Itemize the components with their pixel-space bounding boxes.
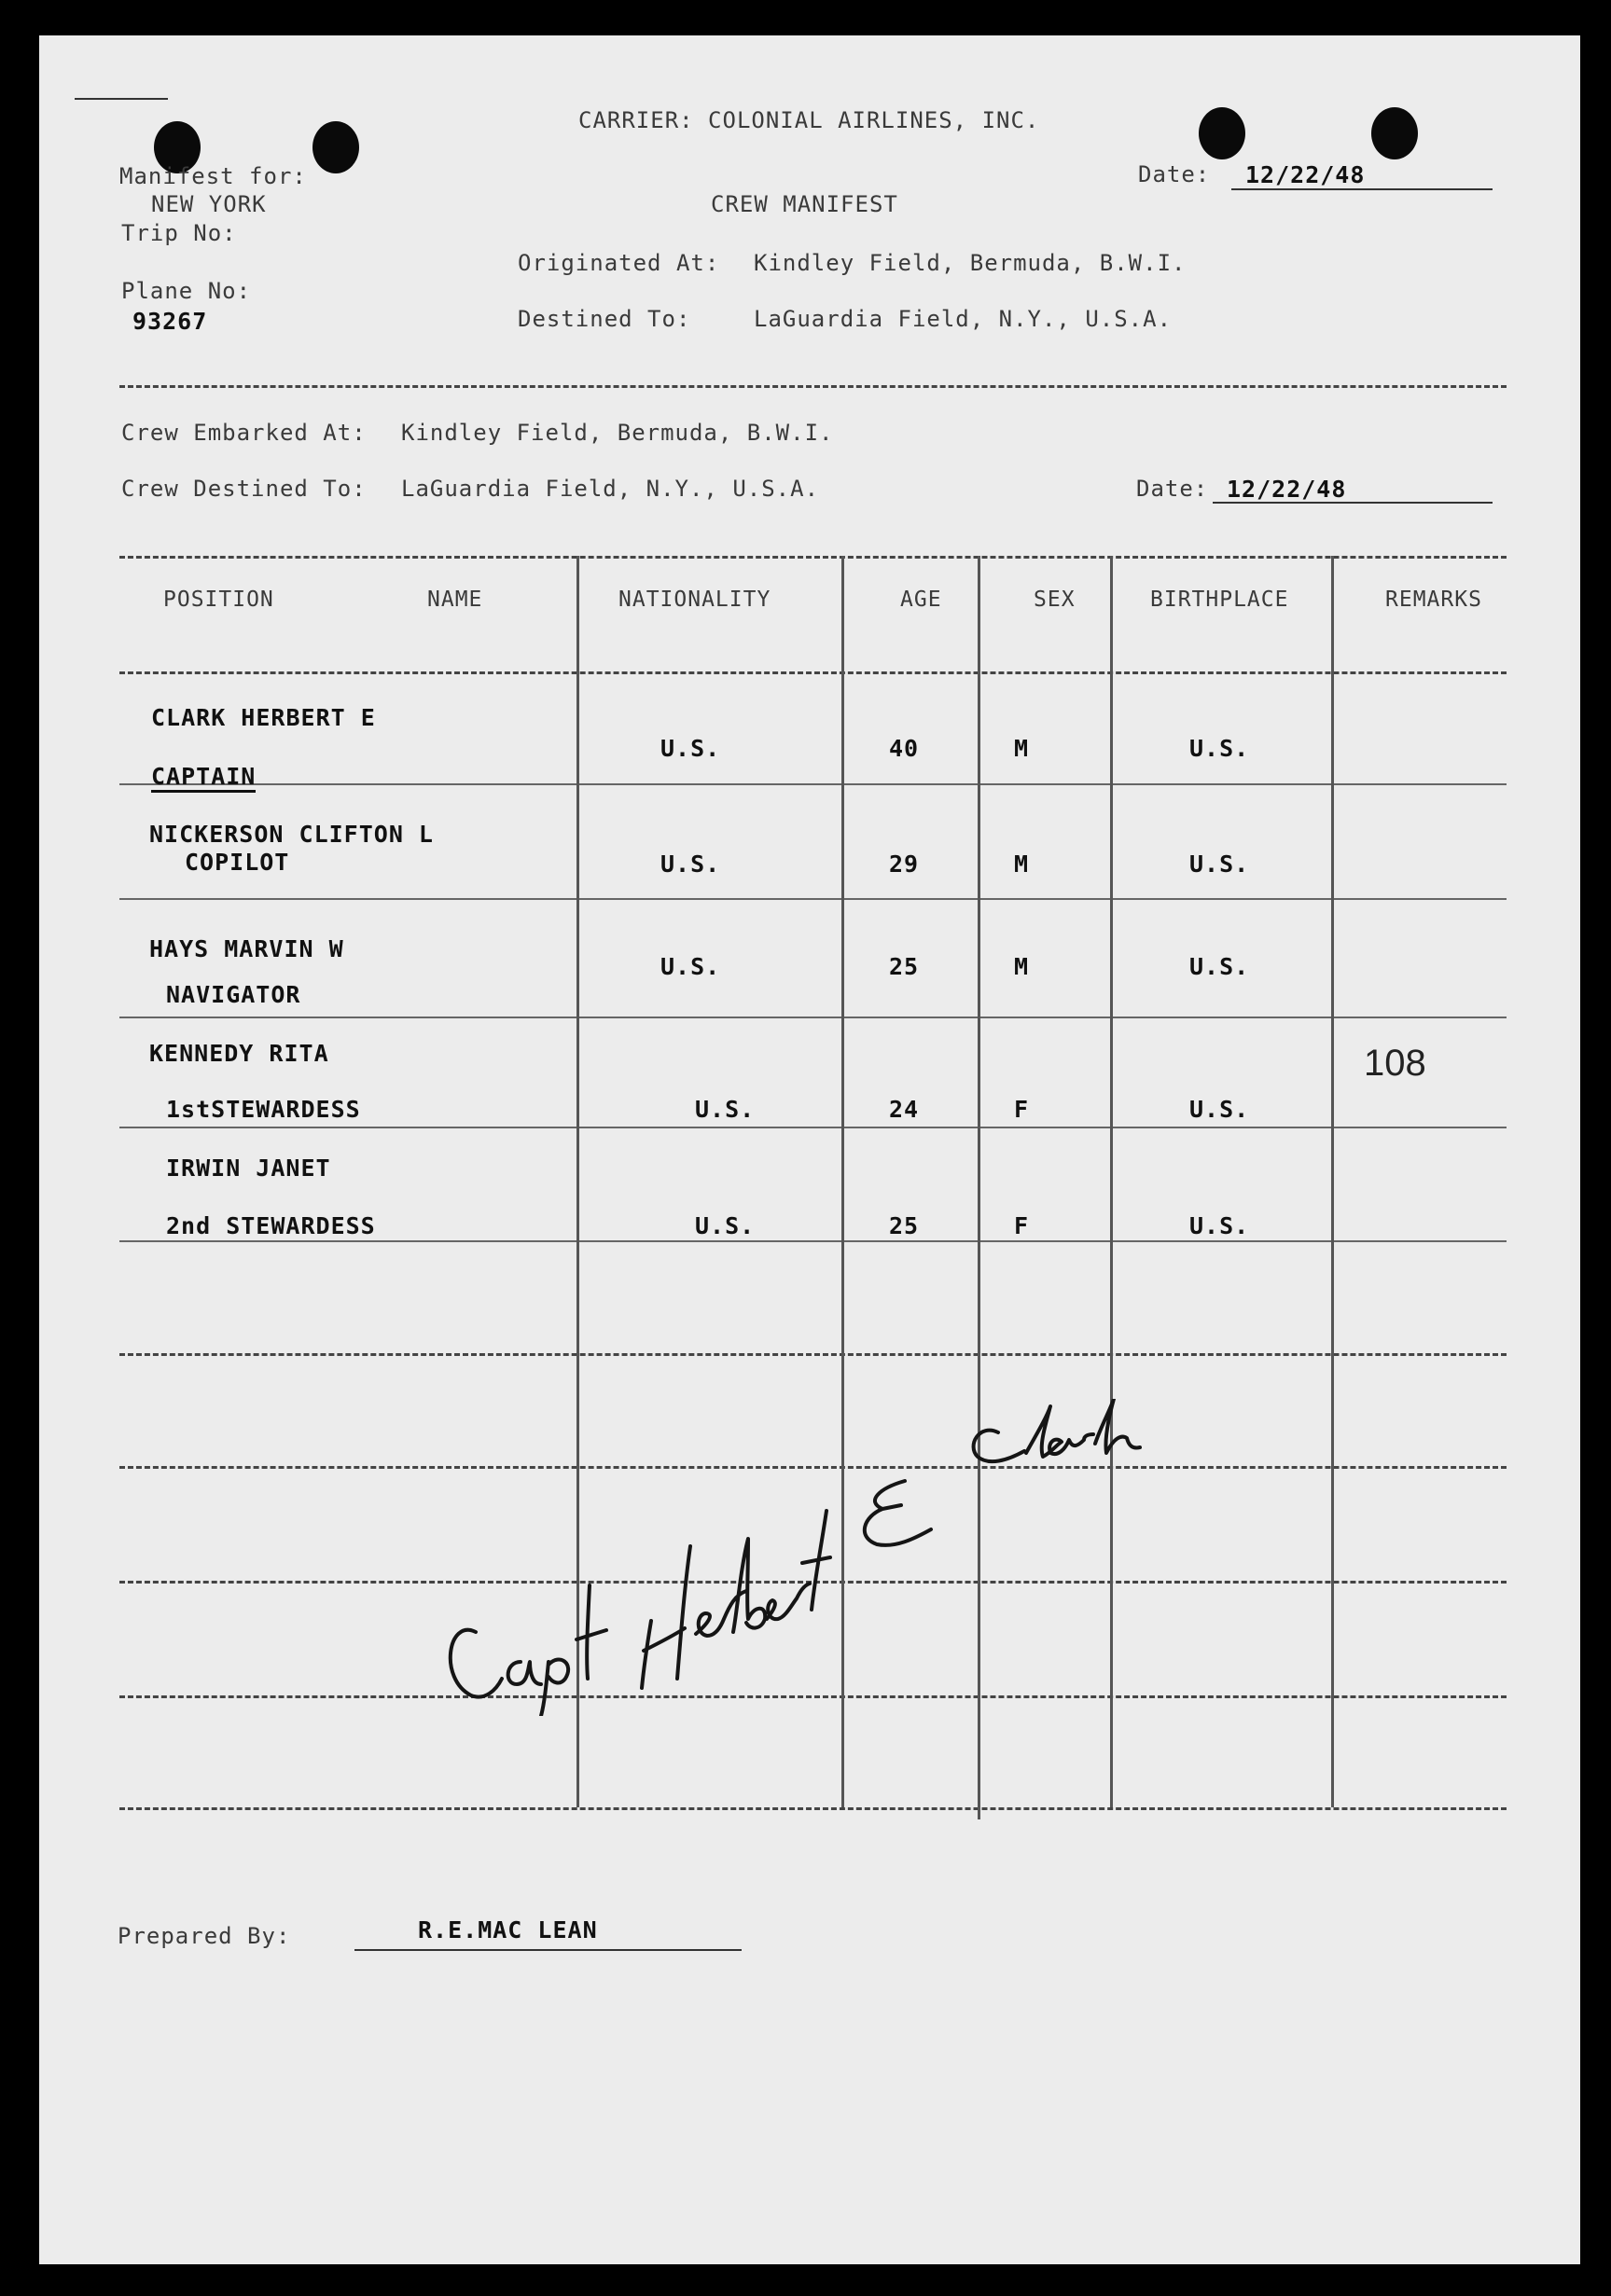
crew-position: 1stSTEWARDESS [166, 1096, 361, 1123]
crew-destined-value: LaGuardia Field, N.Y., U.S.A. [401, 476, 820, 502]
manifest-for-value: NEW YORK [151, 191, 267, 217]
crew-position: NAVIGATOR [166, 981, 301, 1008]
manifest-for-label: Manifest for: [119, 163, 307, 189]
plane-no-value: 93267 [132, 308, 208, 335]
col-header-name: NAME [427, 588, 483, 612]
crew-date-label: Date: [1136, 476, 1209, 502]
crew-name: CLARK HERBERT E [151, 704, 376, 731]
crew-embarked-value: Kindley Field, Bermuda, B.W.I. [401, 420, 834, 446]
date-label: Date: [1138, 161, 1211, 187]
crew-embarked-label: Crew Embarked At: [121, 420, 367, 446]
col-header-age: AGE [900, 588, 942, 612]
crew-age: 25 [889, 1212, 920, 1239]
crew-name: IRWIN JANET [166, 1155, 331, 1182]
crew-position: CAPTAIN [151, 763, 256, 793]
crew-nationality: U.S. [660, 953, 721, 980]
crew-name: HAYS MARVIN W [149, 935, 344, 962]
punch-hole-right-2 [1371, 107, 1418, 159]
captain-signature [420, 1399, 1259, 1716]
crew-age: 24 [889, 1096, 920, 1123]
header-divider [119, 385, 1507, 388]
plane-no-label: Plane No: [121, 278, 252, 304]
crew-remarks: 108 [1364, 1043, 1426, 1084]
punch-hole-left-2 [312, 121, 359, 173]
col-header-sex: SEX [1034, 588, 1076, 612]
date-value: 12/22/48 [1245, 161, 1366, 188]
crew-age: 40 [889, 735, 920, 762]
prepared-by-underline [354, 1949, 742, 1951]
trip-no-label: Trip No: [121, 220, 237, 246]
crew-birthplace: U.S. [1189, 851, 1250, 878]
destined-label: Destined To: [518, 306, 691, 332]
corner-mark [75, 98, 168, 100]
crew-nationality: U.S. [695, 1096, 756, 1123]
date-underline [1231, 188, 1493, 190]
crew-birthplace: U.S. [1189, 1096, 1250, 1123]
col-header-position: POSITION [163, 588, 274, 612]
crew-sex: F [1014, 1096, 1030, 1123]
table-header-line [119, 671, 1507, 674]
row-line-4 [119, 1127, 1507, 1128]
crew-sex: M [1014, 851, 1030, 878]
col-header-birthplace: BIRTHPLACE [1150, 588, 1289, 612]
crew-nationality: U.S. [660, 735, 721, 762]
crew-nationality: U.S. [660, 851, 721, 878]
col-divider-5 [1331, 556, 1334, 1807]
crew-age: 29 [889, 851, 920, 878]
row-line-6 [119, 1353, 1507, 1356]
company-name: CARRIER: COLONIAL AIRLINES, INC. [578, 107, 1040, 133]
row-line-2 [119, 898, 1507, 900]
crew-nationality: U.S. [695, 1212, 756, 1239]
table-bottom-line [119, 1807, 1507, 1810]
crew-birthplace: U.S. [1189, 735, 1250, 762]
col-header-remarks: REMARKS [1385, 588, 1482, 612]
crew-name: KENNEDY RITA [149, 1040, 329, 1067]
crew-name: NICKERSON CLIFTON L [149, 821, 434, 848]
table-top-line [119, 556, 1507, 559]
crew-date-value: 12/22/48 [1227, 476, 1347, 503]
row-line-3 [119, 1017, 1507, 1018]
crew-position: 2nd STEWARDESS [166, 1212, 376, 1239]
crew-age: 25 [889, 953, 920, 980]
crew-sex: M [1014, 953, 1030, 980]
crew-position: COPILOT [185, 849, 290, 876]
originated-value: Kindley Field, Bermuda, B.W.I. [754, 250, 1187, 276]
crew-sex: F [1014, 1212, 1030, 1239]
destined-value: LaGuardia Field, N.Y., U.S.A. [754, 306, 1173, 332]
prepared-by-value: R.E.MAC LEAN [418, 1916, 598, 1943]
crew-birthplace: U.S. [1189, 1212, 1250, 1239]
crew-date-underline [1213, 502, 1493, 504]
prepared-by-label: Prepared By: [118, 1923, 291, 1949]
originated-label: Originated At: [518, 250, 720, 276]
crew-birthplace: U.S. [1189, 953, 1250, 980]
crew-manifest-title: CREW MANIFEST [711, 191, 898, 217]
row-line-1 [119, 783, 1507, 785]
crew-destined-label: Crew Destined To: [121, 476, 367, 502]
col-header-nationality: NATIONALITY [618, 588, 771, 612]
row-line-5 [119, 1240, 1507, 1242]
crew-sex: M [1014, 735, 1030, 762]
punch-hole-right-1 [1199, 107, 1245, 159]
